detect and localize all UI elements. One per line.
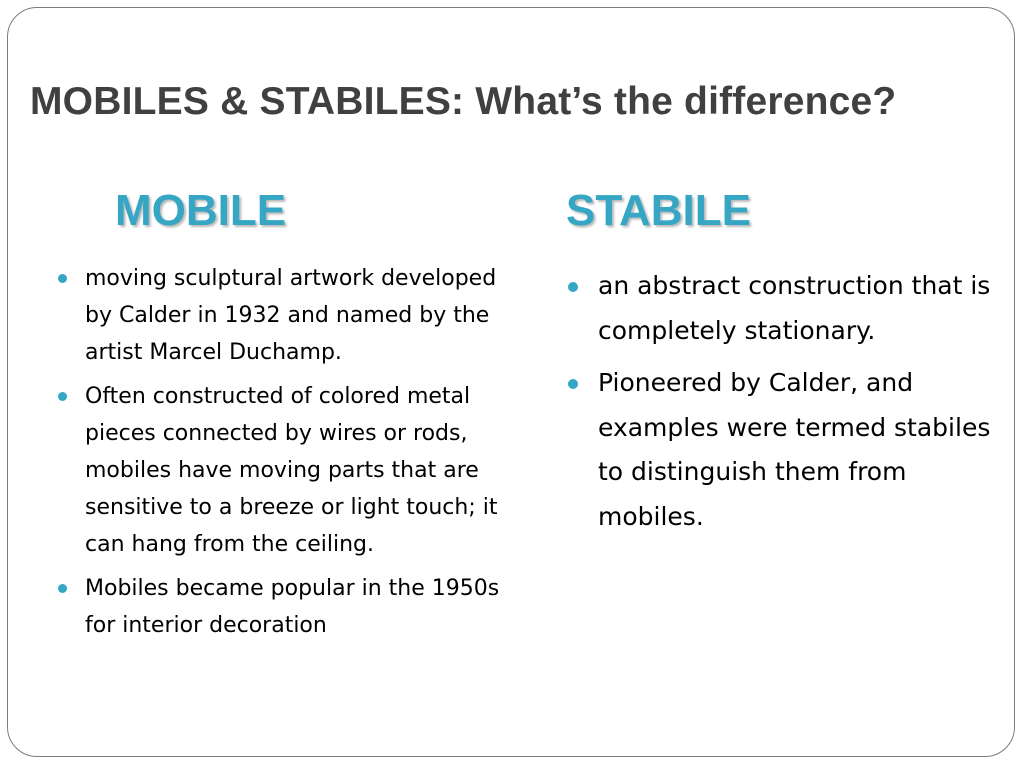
mobile-bullet-list xyxy=(58,260,518,651)
bullet-dot-icon xyxy=(568,282,578,292)
stabile-bullet-item xyxy=(568,361,998,539)
mobile-bullet-item xyxy=(58,570,518,644)
mobile-bullet-text: moving sculptural artwork developed by Calder in 1932 and named by the artist Marcel Duchamp. xyxy=(85,266,497,365)
mobile-bullet-item xyxy=(58,378,518,563)
stabile-bullet-list xyxy=(568,264,998,547)
stabile-heading: STABILE xyxy=(566,186,751,235)
mobile-bullet-text: Mobiles became popular in the 1950s for interior decoration xyxy=(85,576,500,638)
bullet-dot-icon xyxy=(58,274,67,283)
mobile-heading: MOBILE xyxy=(115,186,287,235)
stabile-bullet-text: an abstract construction that is completely stationary. xyxy=(598,271,991,345)
slide-frame xyxy=(7,7,1015,757)
slide-title: MOBILES & STABILES: What’s the difference? xyxy=(30,80,897,123)
bullet-dot-icon xyxy=(58,392,67,401)
mobile-bullet-item xyxy=(58,260,518,371)
bullet-dot-icon xyxy=(568,379,578,389)
mobile-bullet-text: Often constructed of colored metal pieces connected by wires or rods, mobiles have moving parts that are sensitive to a breeze or light touch; it can hang from the ceiling. xyxy=(85,384,498,557)
stabile-bullet-text: Pioneered by Calder, and examples were termed stabiles to distinguish them from mobiles. xyxy=(598,368,991,531)
bullet-dot-icon xyxy=(58,584,67,593)
stabile-bullet-item xyxy=(568,264,998,353)
